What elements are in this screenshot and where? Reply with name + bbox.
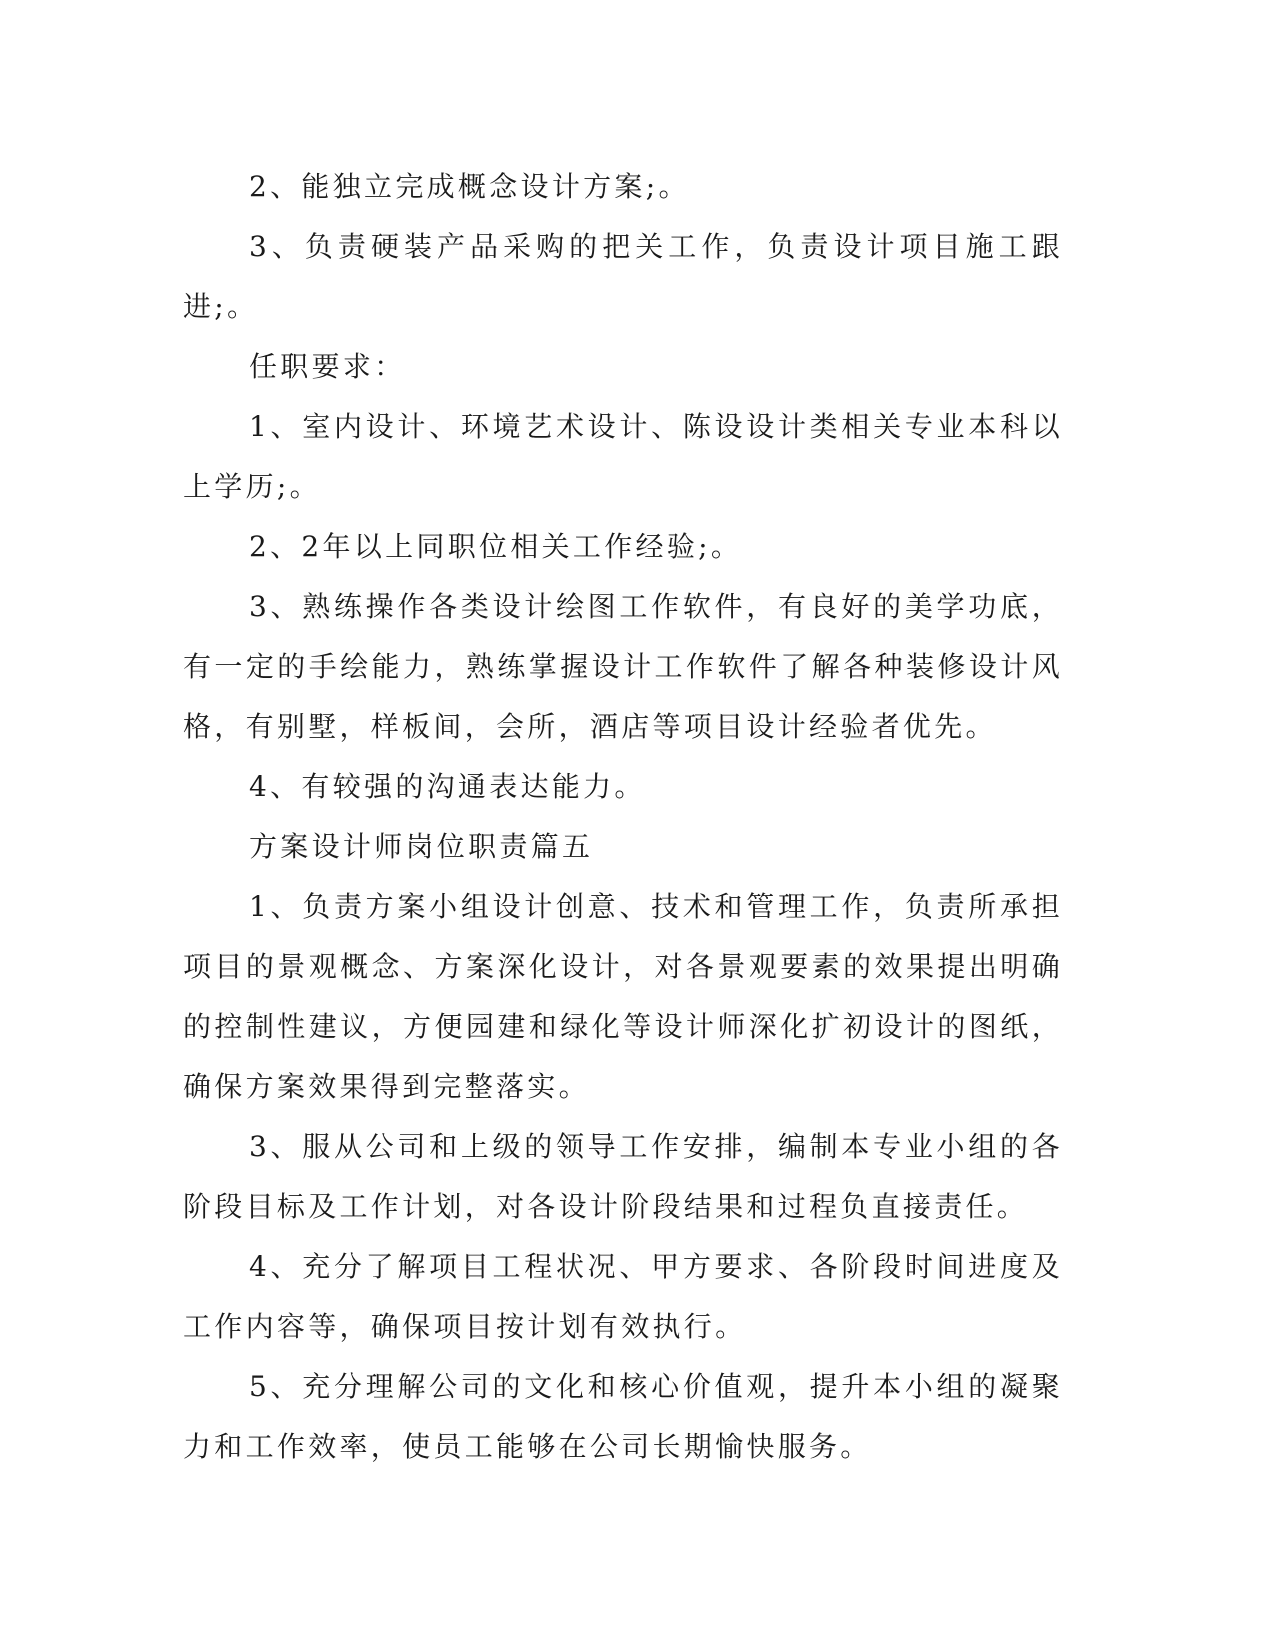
paragraph-procurement: 3、负责硬装产品采购的把关工作，负责设计项目施工跟进;。 [183,230,1063,323]
paragraph-company-culture: 5、充分理解公司的文化和核心价值观，提升本小组的凝聚力和工作效率，使员工能够在公司长期愉快服务。 [183,1370,1063,1463]
section-title-part-five: 方案设计师岗位职责篇五 [249,830,594,863]
paragraph-work-plan: 3、服从公司和上级的领导工作安排，编制本专业小组的各阶段目标及工作计划，对各设计阶段结果和过程负直接责任。 [183,1130,1063,1223]
paragraph-team-lead: 1、负责方案小组设计创意、技术和管理工作，负责所承担项目的景观概念、方案深化设计，对各景观要素的效果提出明确的控制性建议，方便园建和绿化等设计师深化扩初设计的图纸，确保方案效果得到完整落实。 [183,890,1063,1103]
paragraph-education: 1、室内设计、环境艺术设计、陈设设计类相关专业本科以上学历;。 [183,410,1063,503]
document-body [183,157,1063,1477]
paragraph-experience: 2、2年以上同职位相关工作经验;。 [249,530,743,563]
heading-requirements: 任职要求： [249,350,406,383]
paragraph-software-skills: 3、熟练操作各类设计绘图工作软件，有良好的美学功底，有一定的手绘能力，熟练掌握设计工作软件了解各种装修设计风格，有别墅，样板间，会所，酒店等项目设计经验者优先。 [183,590,1063,743]
paragraph-design-concept: 2、能独立完成概念设计方案;。 [249,170,690,203]
paragraph-communication: 4、有较强的沟通表达能力。 [249,770,646,803]
paragraph-project-status: 4、充分了解项目工程状况、甲方要求、各阶段时间进度及工作内容等，确保项目按计划有效执行。 [183,1250,1063,1343]
